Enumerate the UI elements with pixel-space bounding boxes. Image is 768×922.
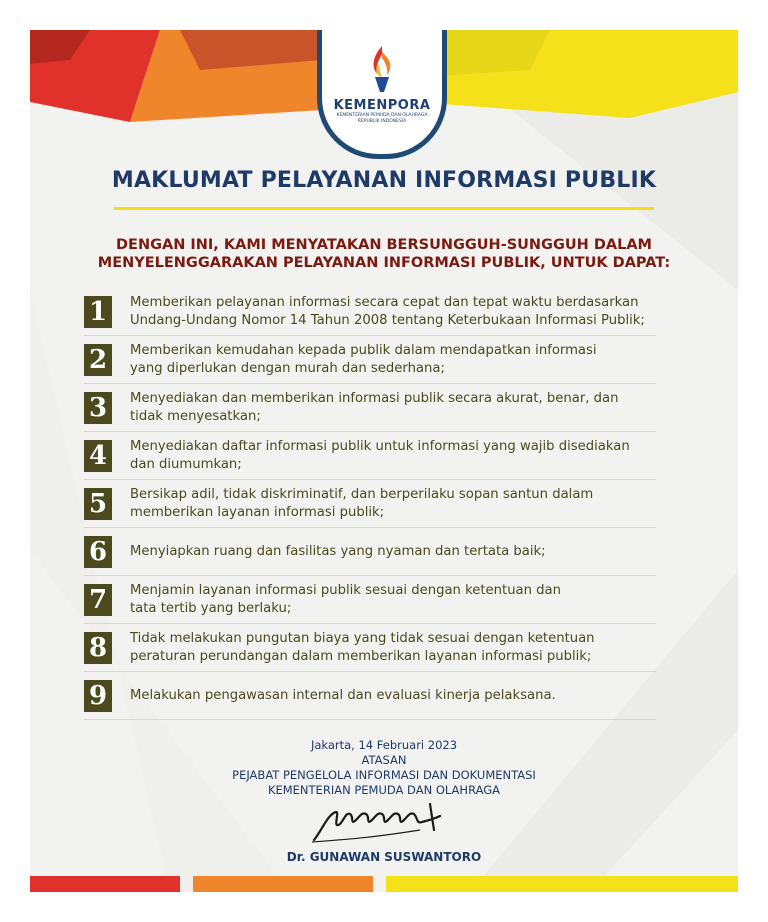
list-item xyxy=(84,336,656,384)
intro-line-2: MENYELENGGARAKAN PELAYANAN INFORMASI PUBLIK, UNTUK DAPAT: xyxy=(97,255,671,271)
item-number: 4 xyxy=(84,440,112,472)
title-underline xyxy=(114,207,654,210)
item-text-line-2: peraturan perundangan dalam memberikan layanan informasi publik; xyxy=(130,648,592,664)
signer-title-2: PEJABAT PENGELOLA INFORMASI DAN DOKUMENTASI xyxy=(232,768,536,782)
item-text xyxy=(130,687,656,705)
item-text xyxy=(130,486,656,522)
item-number: 7 xyxy=(84,584,112,616)
item-text xyxy=(130,543,656,561)
list-item xyxy=(84,528,656,576)
handwritten-signature xyxy=(310,800,450,846)
item-text-line-2: tata tertib yang berlaku; xyxy=(130,600,292,616)
item-number: 2 xyxy=(84,344,112,376)
item-text-line-1: Tidak melakukan pungutan biaya yang tidak sesuai dengan ketentuan xyxy=(130,630,595,646)
logo-wordmark: KEMENPORA xyxy=(333,98,431,113)
torch-icon xyxy=(365,44,399,94)
bottom-orange-bar xyxy=(193,876,373,892)
item-number: 5 xyxy=(84,488,112,520)
list-item xyxy=(84,432,656,480)
item-text-line-2: memberikan layanan informasi publik; xyxy=(130,504,385,520)
item-text xyxy=(130,390,656,426)
item-text xyxy=(130,582,656,618)
item-text xyxy=(130,630,656,666)
signer-title-1: ATASAN xyxy=(361,753,407,767)
kemenpora-logo xyxy=(322,30,442,154)
logo-subtitle-1: KEMENTERIAN PEMUDA DAN OLAHRAGA xyxy=(336,113,428,118)
item-number: 1 xyxy=(84,296,112,328)
item-text-line-1: Melakukan pengawasan internal dan evaluasi kinerja pelaksana. xyxy=(130,687,556,703)
list-item xyxy=(84,384,656,432)
item-text xyxy=(130,438,656,474)
item-text-line-2: yang diperlukan dengan murah dan sederhana; xyxy=(130,360,445,376)
item-number: 6 xyxy=(84,536,112,568)
item-number: 9 xyxy=(84,680,112,712)
item-text-line-1: Menyiapkan ruang dan fasilitas yang nyaman dan tertata baik; xyxy=(130,543,546,559)
intro-statement xyxy=(50,236,718,272)
item-text-line-1: Memberikan pelayanan informasi secara cepat dan tepat waktu berdasarkan xyxy=(130,294,639,310)
intro-line-1: DENGAN INI, KAMI MENYATAKAN BERSUNGGUH-SUNGGUH DALAM xyxy=(116,237,652,253)
list-item xyxy=(84,480,656,528)
item-text xyxy=(130,342,656,378)
item-text-line-2: dan diumumkan; xyxy=(130,456,242,472)
signature-block xyxy=(30,738,738,798)
list-item xyxy=(84,288,656,336)
item-text-line-1: Menyediakan daftar informasi publik untuk informasi yang wajib disediakan xyxy=(130,438,630,454)
place-date: Jakarta, 14 Februari 2023 xyxy=(310,738,458,752)
list-item xyxy=(84,576,656,624)
item-text-line-2: tidak menyesatkan; xyxy=(130,408,261,424)
bottom-yellow-bar xyxy=(386,876,738,892)
item-text-line-2: Undang-Undang Nomor 14 Tahun 2008 tentang Keterbukaan Informasi Publik; xyxy=(130,312,645,328)
item-text-line-1: Menyediakan dan memberikan informasi publik secara akurat, benar, dan xyxy=(130,390,619,406)
logo-subtitle-2: REPUBLIK INDONESIA xyxy=(357,119,407,124)
item-number: 8 xyxy=(84,632,112,664)
item-text-line-1: Menjamin layanan informasi publik sesuai dengan ketentuan dan xyxy=(130,582,561,598)
page-title: MAKLUMAT PELAYANAN INFORMASI PUBLIK xyxy=(111,168,657,193)
signer-title-3: KEMENTERIAN PEMUDA DAN OLAHRAGA xyxy=(267,783,501,797)
item-text xyxy=(130,294,656,330)
commitment-list xyxy=(84,288,656,720)
item-number: 3 xyxy=(84,392,112,424)
bottom-red-bar xyxy=(30,876,180,892)
signer-name: Dr. GUNAWAN SUSWANTORO xyxy=(286,850,482,864)
item-text-line-1: Bersikap adil, tidak diskriminatif, dan berperilaku sopan santun dalam xyxy=(130,486,594,502)
item-text-line-1: Memberikan kemudahan kepada publik dalam mendapatkan informasi xyxy=(130,342,597,358)
list-item xyxy=(84,672,656,720)
notice-poster xyxy=(30,30,738,892)
list-item xyxy=(84,624,656,672)
